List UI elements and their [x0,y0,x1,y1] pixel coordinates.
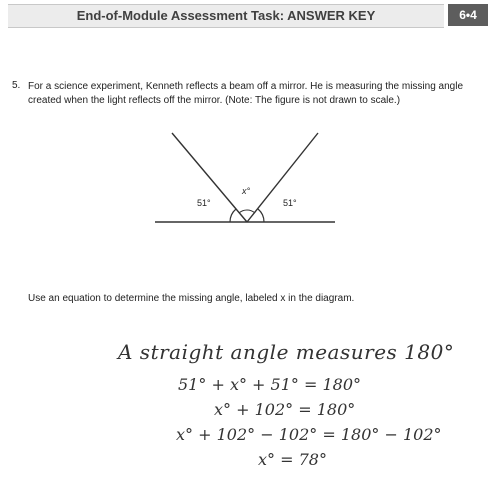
answer-title: A straight angle measures 180° [118,340,455,364]
left-angle-arc [230,209,236,222]
reflected-ray [247,133,318,222]
incoming-ray [172,133,247,222]
middle-angle-label: x° [242,186,251,196]
header-bar [8,4,444,28]
middle-angle-arc [239,210,255,213]
answer-equation-line: x° + 102° = 180° [214,400,356,419]
instruction-text: Use an equation to determine the missing angle, labeled x in the diagram. [28,293,355,304]
right-angle-label: 51° [283,198,297,208]
question-number: 5. [12,80,21,91]
right-angle-arc [258,209,264,222]
page-title: End-of-Module Assessment Task: ANSWER KEY [76,8,376,23]
module-badge: 6•4 [448,4,488,26]
mirror-diagram [150,125,350,240]
left-angle-label: 51° [197,198,211,208]
answer-result-line: x° = 78° [258,450,327,469]
mirror-diagram-svg [150,125,350,235]
question-text: For a science experiment, Kenneth reflects a beam off a mirror. He is measuring the missing angle created when the light reflects off the mirror. (Note: The figure is not drawn to scale.) [28,81,464,106]
answer-equation-line: 51° + x° + 51° = 180° [178,375,362,394]
answer-equation-line: x° + 102° − 102° = 180° − 102° [176,425,442,444]
